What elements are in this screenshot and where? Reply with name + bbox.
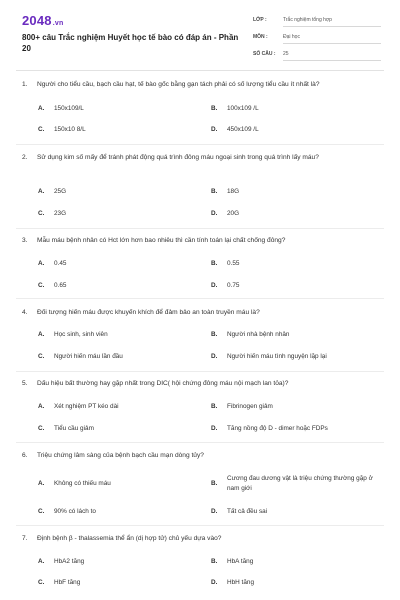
question-number: 7.	[22, 535, 28, 542]
meta-label: LỚP :	[253, 17, 267, 23]
option-text: Học sinh, sinh viên	[54, 331, 108, 338]
question-text: Sử dụng kim số mấy để tránh phát động quá trình đông máu ngoại sinh trong quá trình lấy máu?	[37, 154, 319, 161]
option-letter: D.	[211, 126, 218, 133]
option-text: 23G	[54, 210, 67, 217]
option-letter: A.	[38, 188, 45, 195]
meta-value: Đại học	[283, 34, 381, 44]
question-text: Mẫu máu bệnh nhân có Hct lớn hơn bao nhiêu thì cần tính toán lại chất chống đông?	[37, 237, 286, 244]
header-divider	[16, 70, 384, 71]
question-5	[22, 379, 382, 389]
option-letter: C.	[38, 126, 45, 133]
option-text: 90% có lách to	[54, 508, 96, 515]
option-letter: B.	[211, 188, 218, 195]
meta-label: MÔN :	[253, 34, 268, 40]
option-text: HbA2 tăng	[54, 558, 85, 565]
question-number: 6.	[22, 452, 28, 459]
question-number: 5.	[22, 380, 28, 387]
option-letter: C.	[38, 353, 45, 360]
option-text: Người hiến máu tình nguyện lặp lại	[227, 353, 327, 360]
meta-value: Trắc nghiệm tổng hợp	[283, 17, 381, 27]
option-text: 25G	[54, 188, 67, 195]
question-3	[22, 236, 382, 246]
question-divider	[16, 371, 384, 372]
option-letter: B.	[211, 558, 218, 565]
question-number: 2.	[22, 154, 28, 161]
option-text: 0.65	[54, 282, 67, 289]
option-text: 100x109 /L	[227, 105, 259, 112]
question-2	[22, 153, 382, 163]
logo-tld: .vn	[52, 20, 64, 27]
option-letter: C.	[38, 210, 45, 217]
option-letter: D.	[211, 210, 218, 217]
option-letter: D.	[211, 425, 218, 432]
question-6	[22, 451, 382, 461]
option-letter: B.	[211, 480, 218, 487]
question-text: Định bệnh β - thalassemia thể ẩn (dị hợp tử) chủ yếu dựa vào?	[37, 535, 222, 542]
option-text: 0.75	[227, 282, 240, 289]
question-divider	[16, 525, 384, 526]
meta-row-subject	[253, 33, 381, 50]
meta-value: 25	[283, 51, 381, 61]
option-text: 0.55	[227, 260, 240, 267]
option-text: 150x10 8/L	[54, 126, 86, 133]
meta-row-count	[253, 50, 381, 67]
option-text: Cương đau dương vật là triệu chứng thường gặp ở nam giới	[227, 475, 373, 492]
question-1	[22, 80, 382, 90]
question-text: Người cho tiểu cầu, bạch cầu hạt, tế bào gốc bằng gạn tách phải có số lượng tiểu cầu ít nhất là?	[37, 81, 320, 88]
option-letter: C.	[38, 579, 45, 586]
option-text: Người nhà bệnh nhân	[227, 331, 290, 338]
question-number: 1.	[22, 81, 28, 88]
option-letter: D.	[211, 282, 218, 289]
option-text: HbA tăng	[227, 558, 254, 565]
option-text: 150x109/L	[54, 105, 84, 112]
site-logo[interactable]	[22, 13, 63, 28]
option-text: 450x109 /L	[227, 126, 259, 133]
option-text: Tiểu cầu giảm	[54, 425, 94, 432]
question-divider	[16, 442, 384, 443]
meta-label: SỐ CÂU :	[253, 51, 276, 57]
option-text: Fibrinogen giảm	[227, 403, 273, 410]
option-text: Tăng nồng độ D - dimer hoặc FDPs	[227, 425, 328, 432]
option-letter: D.	[211, 353, 218, 360]
question-4	[22, 308, 382, 318]
option-text: Xét nghiệm PT kéo dài	[54, 403, 119, 410]
option-letter: A.	[38, 260, 45, 267]
option-letter: A.	[38, 480, 45, 487]
option-text: HbH tăng	[227, 579, 254, 586]
question-number: 4.	[22, 309, 28, 316]
option-text: Người hiến máu lần đầu	[54, 353, 123, 360]
option-letter: B.	[211, 105, 218, 112]
option-letter: C.	[38, 508, 45, 515]
option-text: HbF tăng	[54, 579, 81, 586]
option-letter: B.	[211, 331, 218, 338]
question-text: Đối tượng hiến máu được khuyến khích để đảm bảo an toàn truyền máu là?	[37, 309, 260, 316]
page-title: 800+ câu Trắc nghiệm Huyết học tế bào có đáp án - Phần 20	[22, 33, 239, 53]
option-text: Tất cả đều sai	[227, 508, 268, 515]
question-divider	[16, 144, 384, 145]
option-text: 20G	[227, 210, 240, 217]
option-letter: D.	[211, 508, 218, 515]
option-letter: A.	[38, 105, 45, 112]
meta-row-class	[253, 16, 381, 33]
option-text: 18G	[227, 188, 240, 195]
option-letter: D.	[211, 579, 218, 586]
option-letter: A.	[38, 403, 45, 410]
option-text: Không có thiếu máu	[54, 480, 111, 487]
question-text: Triệu chứng lâm sàng của bệnh bạch cầu mạn dòng tủy?	[37, 452, 204, 459]
question-divider	[16, 298, 384, 299]
question-divider	[16, 228, 384, 229]
question-7	[22, 534, 382, 544]
option-text: 0.45	[54, 260, 67, 267]
option-letter: B.	[211, 260, 218, 267]
logo-main: 2048	[22, 13, 52, 28]
option-letter: C.	[38, 425, 45, 432]
option-letter: C.	[38, 282, 45, 289]
option-letter: A.	[38, 558, 45, 565]
meta-info	[253, 16, 381, 67]
question-number: 3.	[22, 237, 28, 244]
question-text: Dấu hiệu bất thường hay gặp nhất trong DIC( hội chứng đông máu nội mạch lan tỏa)?	[37, 380, 289, 387]
option-letter: B.	[211, 403, 218, 410]
option-letter: A.	[38, 331, 45, 338]
